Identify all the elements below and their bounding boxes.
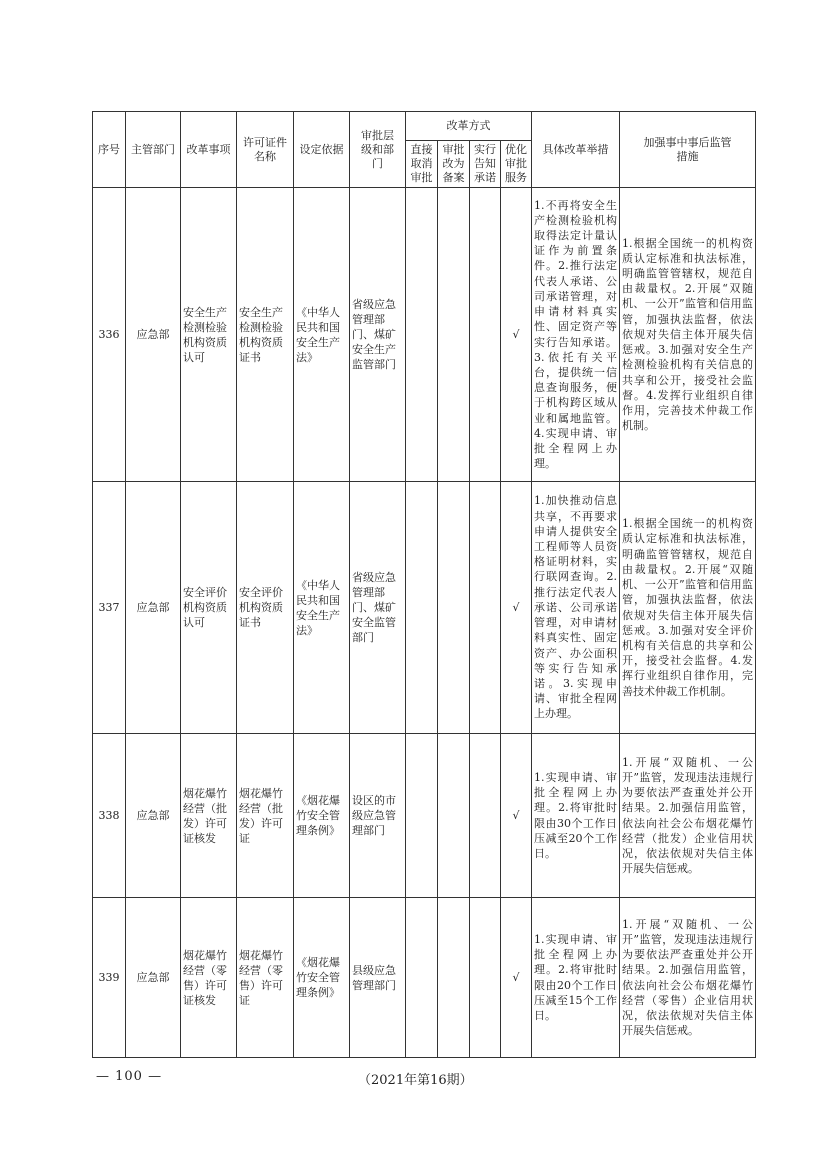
header-method: 改革方式 — [406, 112, 532, 141]
header-method-promise: 实行告知承诺 — [470, 141, 501, 188]
row-method-record — [438, 734, 470, 898]
row-basis: 《烟花爆竹安全管理条例》 — [294, 734, 350, 898]
header-measures: 具体改革举措 — [532, 112, 620, 188]
row-item: 烟花爆竹经营（零售）许可证核发 — [181, 898, 237, 1058]
row-seq: 339 — [93, 898, 126, 1058]
row-item: 安全评价机构资质认可 — [181, 482, 237, 734]
row-item: 烟花爆竹经营（批发）许可证核发 — [181, 734, 237, 898]
row-item: 安全生产检测检验机构资质认可 — [181, 188, 237, 482]
row-method-cancel — [406, 898, 438, 1058]
row-license: 烟花爆竹经营（批发）许可证 — [237, 734, 294, 898]
row-measures: 1.不再将安全生产检测检验机构取得法定计量认证作为前置条件。2.推行法定代表人承诺、公司承诺管理，对申请材料真实性、固定资产等实行告知承诺。3.依托有关平台，提供统一信息查询服务，便于机构跨区域从业和属地监管。4.实现申请、审批全程网上办理。 — [532, 188, 620, 482]
row-method-promise — [470, 734, 501, 898]
row-method-record — [438, 898, 470, 1058]
header-dept: 主管部门 — [126, 112, 181, 188]
row-supervision: 1.根据全国统一的机构资质认定标准和执法标准，明确监管管辖权，规范自由裁量权。2.开展“双随机、一公开”监管和信用监管，加强执法监督，依法依规对失信主体开展失信惩戒。3.加强对安全评价机构有关信息的共享和公开，接受社会监督。4.发挥行业组织自律作用，完善技术仲裁工作机制。 — [620, 482, 756, 734]
issue-label: （2021年第16期） — [358, 1073, 473, 1088]
row-method-cancel — [406, 188, 438, 482]
row-method-record — [438, 482, 470, 734]
row-level: 设区的市级应急管理部门 — [350, 734, 406, 898]
row-method-promise — [470, 898, 501, 1058]
row-license: 安全生产检测检验机构资质证书 — [237, 188, 294, 482]
header-basis: 设定依据 — [294, 112, 350, 188]
row-supervision: 1.根据全国统一的机构资质认定标准和执法标准，明确监管管辖权，规范自由裁量权。2.开展“双随机、一公开”监管和信用监管，加强执法监督，依法依规对失信主体开展失信惩戒。3.加强对安全生产检测检验机构有关信息的共享和公开，接受社会监督。4.发挥行业组织自律作用，完善技术仲裁工作机制。 — [620, 188, 756, 482]
row-dept: 应急部 — [126, 734, 181, 898]
row-level: 省级应急管理部门、煤矿安全监管部门 — [350, 482, 406, 734]
row-license: 安全评价机构资质证书 — [237, 482, 294, 734]
row-seq: 336 — [93, 188, 126, 482]
row-supervision: 1.开展“双随机、一公开”监管，发现违法违规行为要依法严查重处并公开结果。2.加强信用监管，依法向社会公布烟花爆竹经营（零售）企业信用状况，依法依规对失信主体开展失信惩戒。 — [620, 898, 756, 1058]
table-row — [93, 734, 756, 898]
row-seq: 337 — [93, 482, 126, 734]
header-method-optimize: 优化审批服务 — [501, 141, 532, 188]
row-dept: 应急部 — [126, 188, 181, 482]
row-basis: 《中华人民共和国安全生产法》 — [294, 188, 350, 482]
row-method-record — [438, 188, 470, 482]
header-supervision: 加强事中事后监管措施 — [620, 112, 756, 188]
row-dept: 应急部 — [126, 482, 181, 734]
table-row — [93, 898, 756, 1058]
header-level: 审批层级和部门 — [350, 112, 406, 188]
page-number: — 100 — — [96, 1069, 163, 1084]
row-method-optimize: √ — [501, 482, 532, 734]
row-level: 县级应急管理部门 — [350, 898, 406, 1058]
table-row — [93, 188, 756, 482]
row-seq: 338 — [93, 734, 126, 898]
header-method-cancel: 直接取消审批 — [406, 141, 438, 188]
row-license: 烟花爆竹经营（零售）许可证 — [237, 898, 294, 1058]
row-measures: 1.加快推动信息共享，不再要求申请人提供安全工程师等人员资格证明材料，实行联网查询。2.推行法定代表人承诺、公司承诺管理，对申请材料真实性、固定资产、办公面积等实行告知承诺。3.实现申请、审批全程网上办理。 — [532, 482, 620, 734]
row-basis: 《烟花爆竹安全管理条例》 — [294, 898, 350, 1058]
row-method-optimize: √ — [501, 898, 532, 1058]
row-method-optimize: √ — [501, 188, 532, 482]
row-method-cancel — [406, 734, 438, 898]
header-item: 改革事项 — [181, 112, 237, 188]
table-row — [93, 482, 756, 734]
row-level: 省级应急管理部门、煤矿安全生产监管部门 — [350, 188, 406, 482]
row-method-optimize: √ — [501, 734, 532, 898]
row-supervision: 1.开展“双随机、一公开”监管，发现违法违规行为要依法严查重处并公开结果。2.加强信用监管，依法向社会公布烟花爆竹经营（批发）企业信用状况，依法依规对失信主体开展失信惩戒。 — [620, 734, 756, 898]
row-measures: 1.实现申请、审批全程网上办理。2.将审批时限由30个工作日压减至20个工作日。 — [532, 734, 620, 898]
row-method-promise — [470, 482, 501, 734]
row-method-promise — [470, 188, 501, 482]
row-basis: 《中华人民共和国安全生产法》 — [294, 482, 350, 734]
row-method-cancel — [406, 482, 438, 734]
reform-table — [92, 111, 756, 1058]
header-seq: 序号 — [93, 112, 126, 188]
header-method-record: 审批改为备案 — [438, 141, 470, 188]
header-license: 许可证件名称 — [237, 112, 294, 188]
row-measures: 1.实现申请、审批全程网上办理。2.将审批时限由20个工作日压减至15个工作日。 — [532, 898, 620, 1058]
row-dept: 应急部 — [126, 898, 181, 1058]
